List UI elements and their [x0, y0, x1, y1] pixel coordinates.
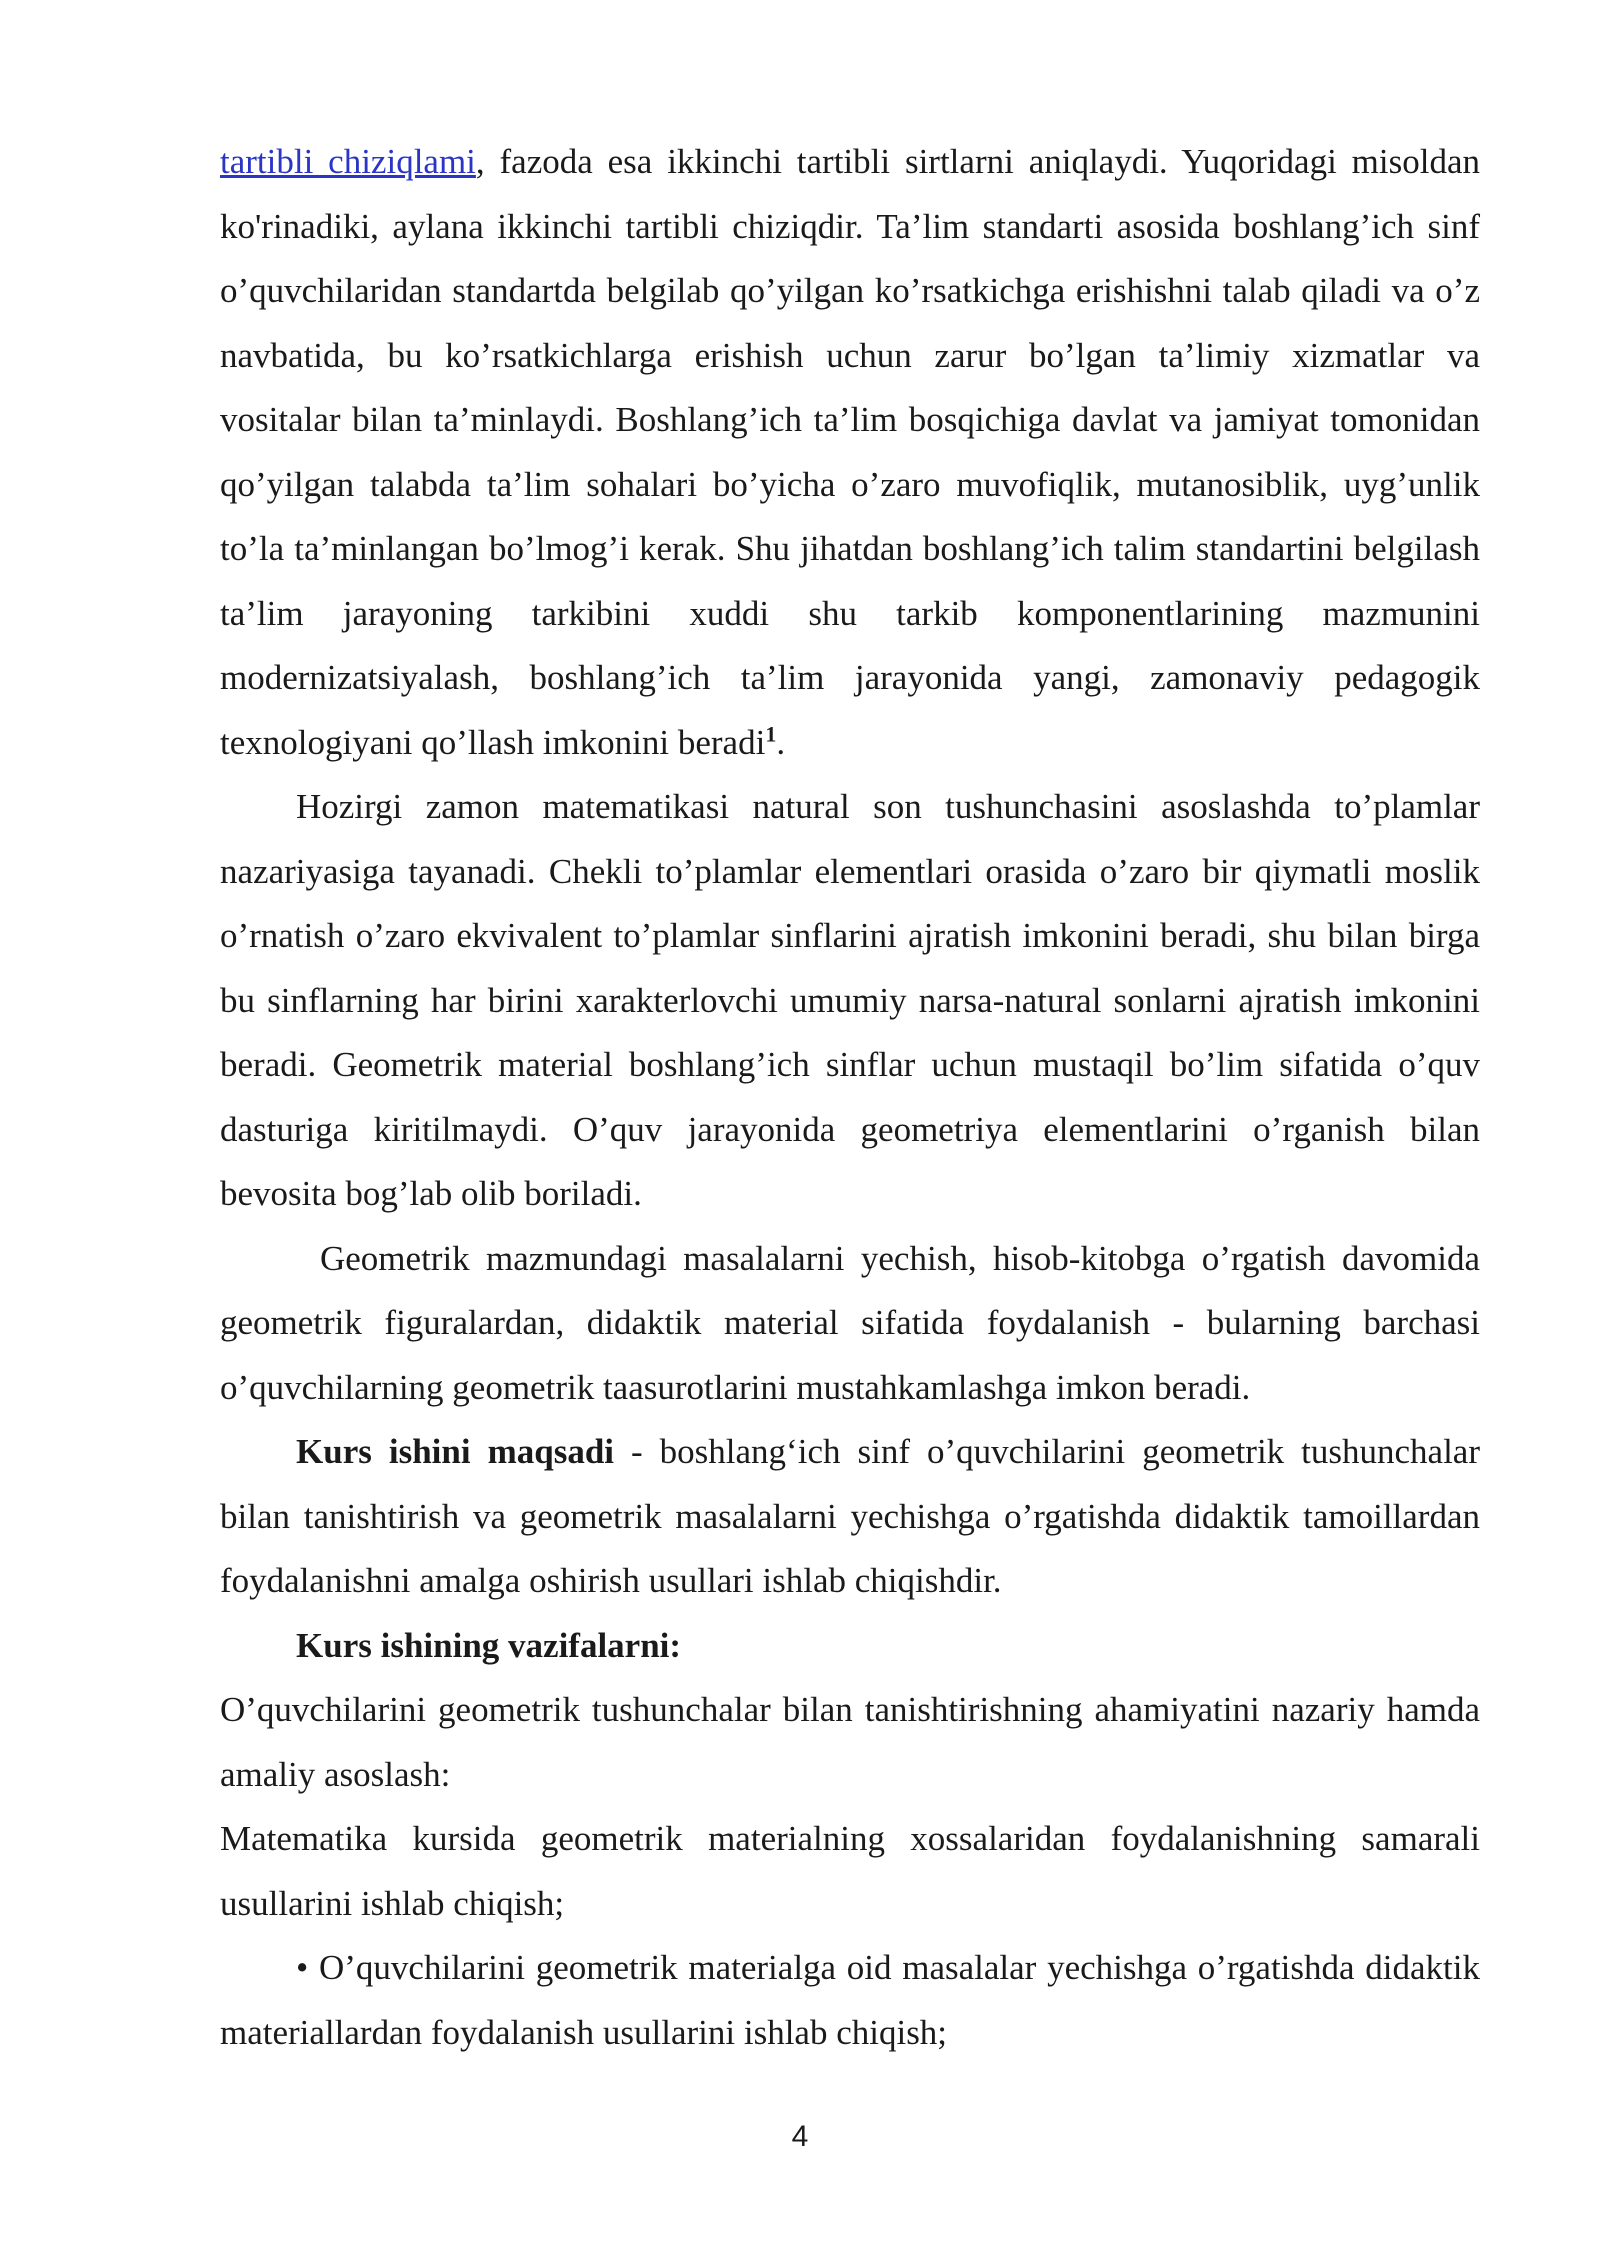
bullet-icon: •	[296, 1948, 309, 1987]
paragraph-1-text: , fazoda esa ikkinchi tartibli sirtlarni aniqlaydi. Yuqoridagi misoldan ko'rinadiki, aylana ikkinchi tartibli chiziqdir. Ta’lim standarti asosida boshlang’ich sinf o’quvchilaridan standartda belgilab qo’yilgan ko’rsatkichga erishishni talab qiladi va o’z navbatida, bu ko’rsatkichlarga erishish uchun zarur bo’lgan ta’limiy xizmatlar va vositalar bilan ta’minlaydi. Boshlang’ich ta’lim bosqichiga davlat va jamiyat tomonidan qo’yilgan talabda ta’lim sohalari bo’yicha o’zaro muvofiqlik, mutanosiblik, uyg’unlik to’la ta’minlangan bo’lmog’i kerak. Shu jihatdan boshlang’ich talim standartini belgilash ta’lim jarayoning tarkibini xuddi shu tarkib komponentlarining mazmunini modernizatsiyalash, boshlang’ich ta’lim jarayonida yangi, zamonaviy pedagogik texnologiyani qo’llash imkonini beradi	[220, 142, 1480, 762]
task-item-3-text: O’quvchilarini geometrik materialga oid masalalar yechishga o’rgatishda didaktik materiallardan foydalanish usullarini ishlab chiqish;	[220, 1948, 1480, 2052]
paragraph-3: Geometrik mazmundagi masalalarni yechish, hisob-kitobga o’rgatish davomida geometrik figuralardan, didaktik material sifatida foydalanish - bularning barchasi o’quvchilarning geometrik taasurotlarini mustahkamlashga imkon beradi.	[220, 1238, 1480, 1407]
footnote-marker[interactable]: 1	[765, 720, 777, 746]
tasks-heading	[220, 1614, 1480, 1679]
page-number: 4	[791, 2120, 809, 2153]
task-item-2: Matematika kursida geometrik materialning xossalaridan foydalanishning samarali usullarini ishlab chiqish;	[220, 1819, 1480, 1923]
document-body	[220, 130, 1480, 2065]
task-item-3	[220, 1936, 1480, 2065]
goal-heading: Kurs ishini maqsadi	[296, 1432, 615, 1471]
hyperlink-tartibli-chiziqlami[interactable]: tartibli chiziqlami	[220, 142, 476, 181]
paragraph-4	[220, 1420, 1480, 1614]
goal-text: - boshlang‘ich sinf o’quvchilarini geometrik tushunchalar bilan tanishtirish va geometrik masalalarni yechishga o’rgatishda didaktik tamoillardan foydalanishni amalga oshirish usullari ishlab chiqishdir.	[220, 1432, 1481, 1600]
tasks-heading-text: Kurs ishining vazifalarni:	[296, 1625, 682, 1665]
paragraph-1	[220, 130, 1480, 775]
task-item-1: O’quvchilarini geometrik tushunchalar bilan tanishtirishning ahamiyatini nazariy hamda amaliy asoslash:	[220, 1690, 1480, 1794]
paragraph-1-end: .	[776, 722, 786, 762]
paragraph-2: Hozirgi zamon matematikasi natural son tushunchasini asoslashda to’plamlar nazariyasiga tayanadi. Chekli to’plamlar elementlari orasida o’zaro bir qiymatli moslik o’rnatish o’zaro ekvivalent to’plamlar sinflarini ajratish imkonini beradi, shu bilan birga bu sinflarning har birini xarakterlovchi umumiy narsa-natural sonlarni ajratish imkonini beradi. Geometrik material boshlang’ich sinflar uchun mustaqil bo’lim sifatida o’quv dasturiga kiritilmaydi. O’quv jarayonida geometriya elementlarini o’rganish bilan bevosita bog’lab olib boriladi.	[220, 787, 1480, 1213]
